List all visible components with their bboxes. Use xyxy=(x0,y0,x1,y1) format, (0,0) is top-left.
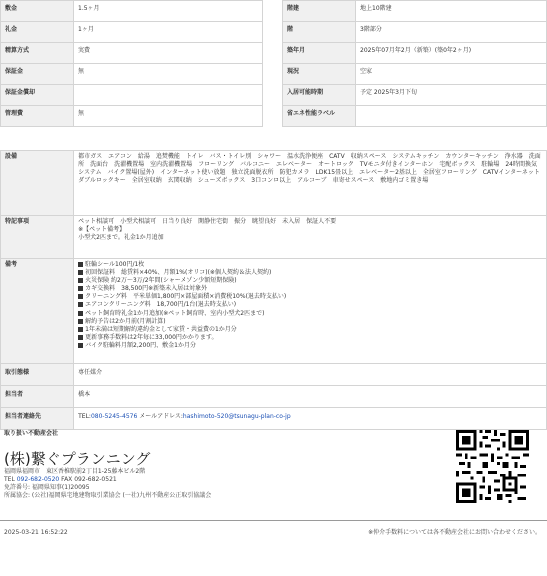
top-right-value: 2025年07月年2月（新築）(築0年2ヶ月) xyxy=(356,43,547,64)
top-left-label: 管理費 xyxy=(1,106,74,127)
features-row xyxy=(1,216,547,259)
company-tel-link[interactable]: 092-682-0520 xyxy=(16,476,60,484)
qr-code-icon xyxy=(456,430,529,503)
bullet-square-icon xyxy=(78,311,83,316)
remarks-item-text: バイク駐輪料月額2,200円、敷金1か月分 xyxy=(85,341,196,349)
remarks-item-text: エアコンクリーニング料 18,700円/1台(退去時支払い) xyxy=(85,301,237,309)
bullet-square-icon xyxy=(78,286,83,291)
top-right-value: 地上10階建 xyxy=(356,1,547,22)
company-details xyxy=(4,468,211,500)
top-left-table xyxy=(0,0,263,127)
top-left-value: 無 xyxy=(74,64,263,85)
features-label: 特記事項 xyxy=(1,216,74,259)
remarks-label: 備考 xyxy=(1,259,74,364)
remarks-item-text: カギ交換料 38,500円※新築未入居は対象外 xyxy=(85,285,208,293)
company-phone-line xyxy=(4,476,211,484)
equipment-value: 都市ガス エアコン 給湯 追焚機能 トイレ バス・トイレ別 シャワー 温水洗浄便座 CATV 収納スペース システムキッチン カウンターキッチン 浄水器 洗面所 洗面台 洗濯機置場 室内洗濯機置場 フローリング バルコニー エレベーター オートロック TVモニタ付きインターホン 宅配ボックス 駐輪場 24時間換気システム バイク置場(屋外) インターネット使い放題 独立洗面脱衣所 防犯カメラ LDK15畳以上 エレベーター2基以上 全居室フローリング CATVインターネット ダブルロックキー 全居室収納 玄関収納 シューズボックス 3口コンロ以上 アルコーブ 車寄せスペース 敷地内ゴミ置き場 xyxy=(74,151,547,216)
top-right-row xyxy=(283,85,547,106)
top-left-label: 礼金 xyxy=(1,22,74,43)
top-left-row xyxy=(1,85,263,106)
contact-mail-prefix: メールアドレス: xyxy=(137,413,183,420)
equipment-label: 設備 xyxy=(1,151,74,216)
remarks-item-text: ペット飼育時礼金1か月追加(※ペット飼育時、室内小型犬2匹まで) xyxy=(85,309,265,317)
top-left-label: 保証金償却 xyxy=(1,85,74,106)
contact-info-label: 担当者連絡先 xyxy=(1,408,74,430)
bullet-square-icon xyxy=(78,343,83,348)
company-license: 免許番号: 福岡県知事(1)20095 xyxy=(4,484,90,492)
remarks-item-text: クリーニング料 平米単価1,800円×部屋面積×消費税10%(退去時支払い) xyxy=(85,293,287,301)
company-association: 所属協会: (公社)福岡県宅地建物取引業協会 (一社)九州不動産公正取引協議会 xyxy=(4,492,212,500)
top-right-value: 3階部分 xyxy=(356,22,547,43)
top-right-value xyxy=(356,106,547,127)
company-fax: FAX 092-682-0521 xyxy=(61,476,117,484)
top-right-row xyxy=(283,22,547,43)
features-value xyxy=(74,216,547,259)
contact-tel-link[interactable]: 080-5245-4576 xyxy=(90,413,138,420)
footer-note: ※仲介手数料については各不動産会社にお問い合わせください。 xyxy=(368,529,541,536)
top-right-label: 入居可能時期 xyxy=(283,85,356,106)
transaction-row xyxy=(1,364,547,386)
contact-person-label: 担当者 xyxy=(1,386,74,408)
top-right-label: 階建 xyxy=(283,1,356,22)
remarks-item-text: 駐輪シール100円/1枚 xyxy=(85,261,145,268)
top-left-label: 保証金 xyxy=(1,64,74,85)
contact-person-row xyxy=(1,386,547,408)
top-right-value: 予定 2025年3月下旬 xyxy=(356,85,547,106)
top-left-label: 精算方式 xyxy=(1,43,74,64)
company-address: 福岡県福岡市 東区香椎駅前2丁目1-25藤本ビル2階 xyxy=(4,468,146,475)
top-right-row xyxy=(283,1,547,22)
bullet-square-icon xyxy=(78,294,83,299)
equipment-row xyxy=(1,151,547,216)
remarks-item xyxy=(78,269,542,277)
remarks-value xyxy=(74,259,547,364)
top-right-row xyxy=(283,64,547,85)
top-left-row xyxy=(1,64,263,85)
remarks-item-text: 1年未満は短期解約違約金として家賃・共益費の1か月分 xyxy=(85,325,237,333)
top-left-value: 無 xyxy=(74,106,263,127)
features-line-2: ※【ペット備考】 xyxy=(78,226,126,234)
remarks-item-text: 更新事務手数料は2年毎に33,000円かかります。 xyxy=(85,333,218,341)
transaction-label: 取引態様 xyxy=(1,364,74,386)
bullet-square-icon xyxy=(78,262,83,267)
top-right-table xyxy=(282,0,547,127)
remarks-item-text: 火災保険 約2万～3万/2年間(シャーメゾン少額短期保険) xyxy=(85,277,237,285)
contact-person-value: 橋本 xyxy=(74,386,547,408)
bullet-square-icon xyxy=(78,302,83,307)
remarks-row xyxy=(1,259,547,364)
remarks-item xyxy=(78,334,542,342)
transaction-value: 専任媒介 xyxy=(74,364,547,386)
company-name: (株)繋ぐプランニング xyxy=(4,450,151,468)
contact-info-value xyxy=(74,408,547,430)
footer-divider xyxy=(0,520,547,521)
remarks-item xyxy=(78,310,542,318)
top-left-row xyxy=(1,106,263,127)
remarks-item xyxy=(78,261,542,269)
top-left-label: 敷金 xyxy=(1,1,74,22)
features-line-3: 小型犬2匹まで。礼金1か月追加 xyxy=(78,234,164,242)
bullet-square-icon xyxy=(78,335,83,340)
top-left-value: 1.5ヶ月 xyxy=(74,1,263,22)
top-right-row xyxy=(283,106,547,127)
top-right-label: 築年月 xyxy=(283,43,356,64)
top-left-row xyxy=(1,22,263,43)
contact-info-row xyxy=(1,408,547,430)
remarks-item xyxy=(78,318,542,326)
top-right-label: 階 xyxy=(283,22,356,43)
remarks-item-text: 解約予告は2か月前(月割計算) xyxy=(85,317,166,325)
top-left-value: 1ヶ月 xyxy=(74,22,263,43)
remarks-item xyxy=(78,342,542,350)
top-left-value xyxy=(74,85,263,106)
contact-mail-link[interactable]: hashimoto-520@tsunagu-plan-co-jp xyxy=(182,413,291,420)
company-heading: 取り扱い不動産会社 xyxy=(4,430,59,437)
remarks-item-text: 初回保証料 総賃料×40%、月額1%(オリコ)(※個人契約＆法人契約) xyxy=(85,269,272,277)
top-left-value: 実費 xyxy=(74,43,263,64)
remarks-item xyxy=(78,301,542,309)
bullet-square-icon xyxy=(78,327,83,332)
remarks-list xyxy=(78,261,542,350)
details-table xyxy=(0,150,547,430)
top-left-row xyxy=(1,1,263,22)
features-line-1: ペット相談可 小型犬相談可 日当り良好 閑静住宅街 振分 眺望良好 未入居 保証人不要 xyxy=(78,218,337,225)
footer-timestamp: 2025-03-21 16:52:22 xyxy=(4,529,68,536)
top-left-row xyxy=(1,43,263,64)
bullet-square-icon xyxy=(78,319,83,324)
remarks-item xyxy=(78,326,542,334)
company-tel-prefix: TEL xyxy=(4,476,15,484)
top-right-label: 省エネ性能ラベル xyxy=(283,106,356,127)
contact-tel-prefix: TEL: xyxy=(78,413,91,420)
company-block xyxy=(0,430,547,510)
top-right-row xyxy=(283,43,547,64)
bullet-square-icon xyxy=(78,278,83,283)
top-right-value: 空家 xyxy=(356,64,547,85)
bullet-square-icon xyxy=(78,270,83,275)
top-right-label: 現況 xyxy=(283,64,356,85)
